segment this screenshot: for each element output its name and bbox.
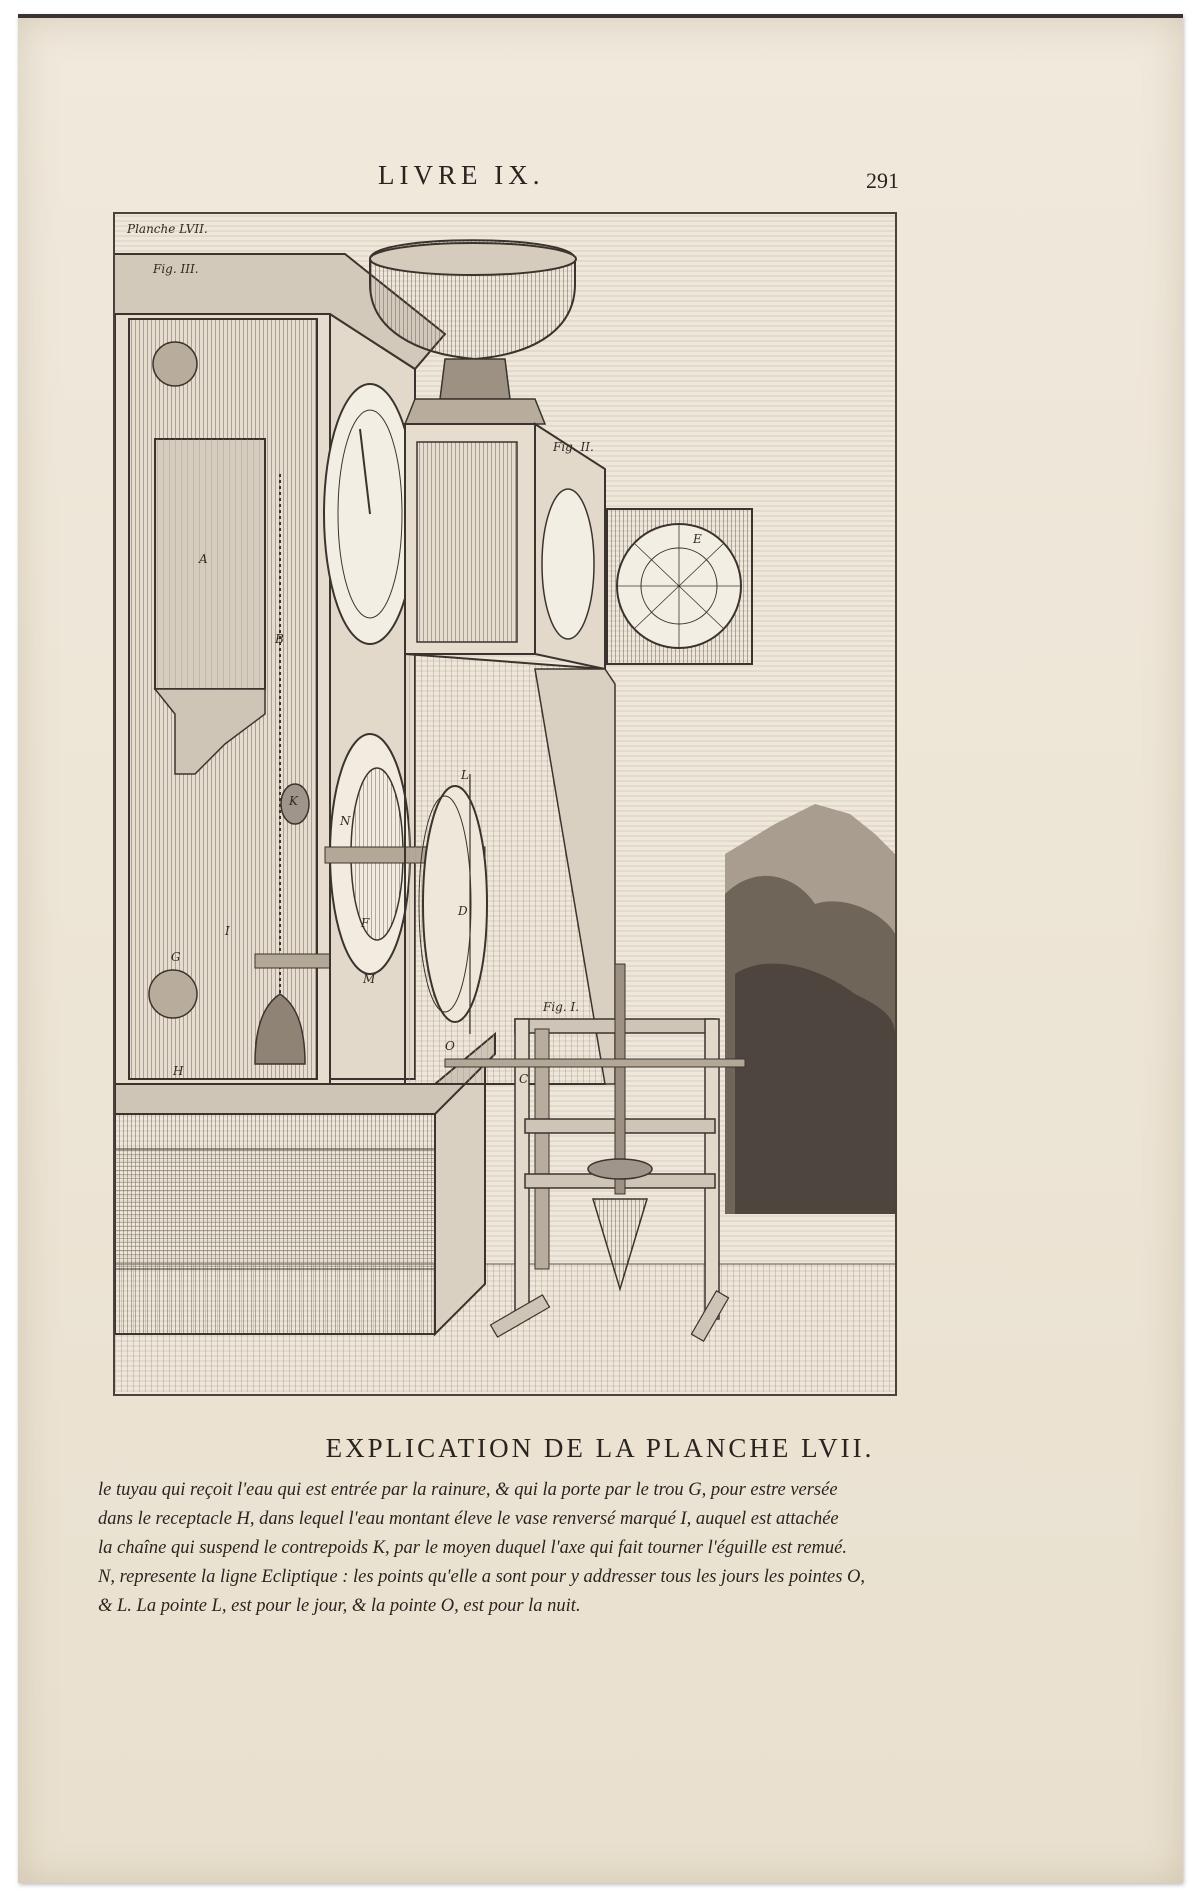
letter-g-label: G xyxy=(171,950,181,964)
letter-k-label: K xyxy=(289,794,298,808)
page-number: 291 xyxy=(866,168,899,193)
letter-l-label: L xyxy=(461,768,469,782)
explanation-title: EXPLICATION DE LA PLANCHE LVII. xyxy=(325,1433,875,1463)
text-line: le tuyau qui reçoit l'eau qui est entrée par la rainure, & qui la porte par le trou G, pour estre versée xyxy=(98,1480,838,1500)
text-line: N, represente la ligne Ecliptique : les points qu'elle a sont pour y addresser tous les jours les pointes O, xyxy=(98,1567,866,1587)
letter-i-label: I xyxy=(225,924,230,938)
letter-b-label: B xyxy=(275,632,284,646)
fig-1-label: Fig. I. xyxy=(543,1000,580,1014)
plate-illustration xyxy=(115,214,895,1394)
letter-d-label: D xyxy=(458,904,468,918)
letter-h-label: H xyxy=(173,1064,184,1078)
engraved-plate xyxy=(113,212,897,1396)
letter-m-label: M xyxy=(363,972,376,986)
text-line: & L. La pointe L, est pour le jour, & la pointe O, est pour la nuit. xyxy=(98,1596,581,1616)
letter-e-label: E xyxy=(693,532,702,546)
letter-a-label: A xyxy=(199,552,208,566)
text-line: dans le receptacle H, dans lequel l'eau montant éleve le vase renversé marqué I, auquel est attachée xyxy=(98,1509,839,1529)
fig-3-label: Fig. III. xyxy=(153,262,199,276)
letter-c-label: C xyxy=(519,1072,529,1086)
letter-f-label: F xyxy=(361,916,370,930)
letter-o-label: O xyxy=(445,1039,455,1053)
fig-2-label: Fig. II. xyxy=(553,440,594,454)
letter-n-label: N xyxy=(340,814,351,828)
running-head: LIVRE IX. xyxy=(378,160,545,190)
landscape xyxy=(725,804,895,1214)
explanation-text xyxy=(98,1476,928,1621)
plate-number-label: Planche LVII. xyxy=(127,222,208,236)
text-line: la chaîne qui suspend le contrepoids K, par le moyen duquel l'axe qui fait tourner l'éguille est remué. xyxy=(98,1538,847,1558)
